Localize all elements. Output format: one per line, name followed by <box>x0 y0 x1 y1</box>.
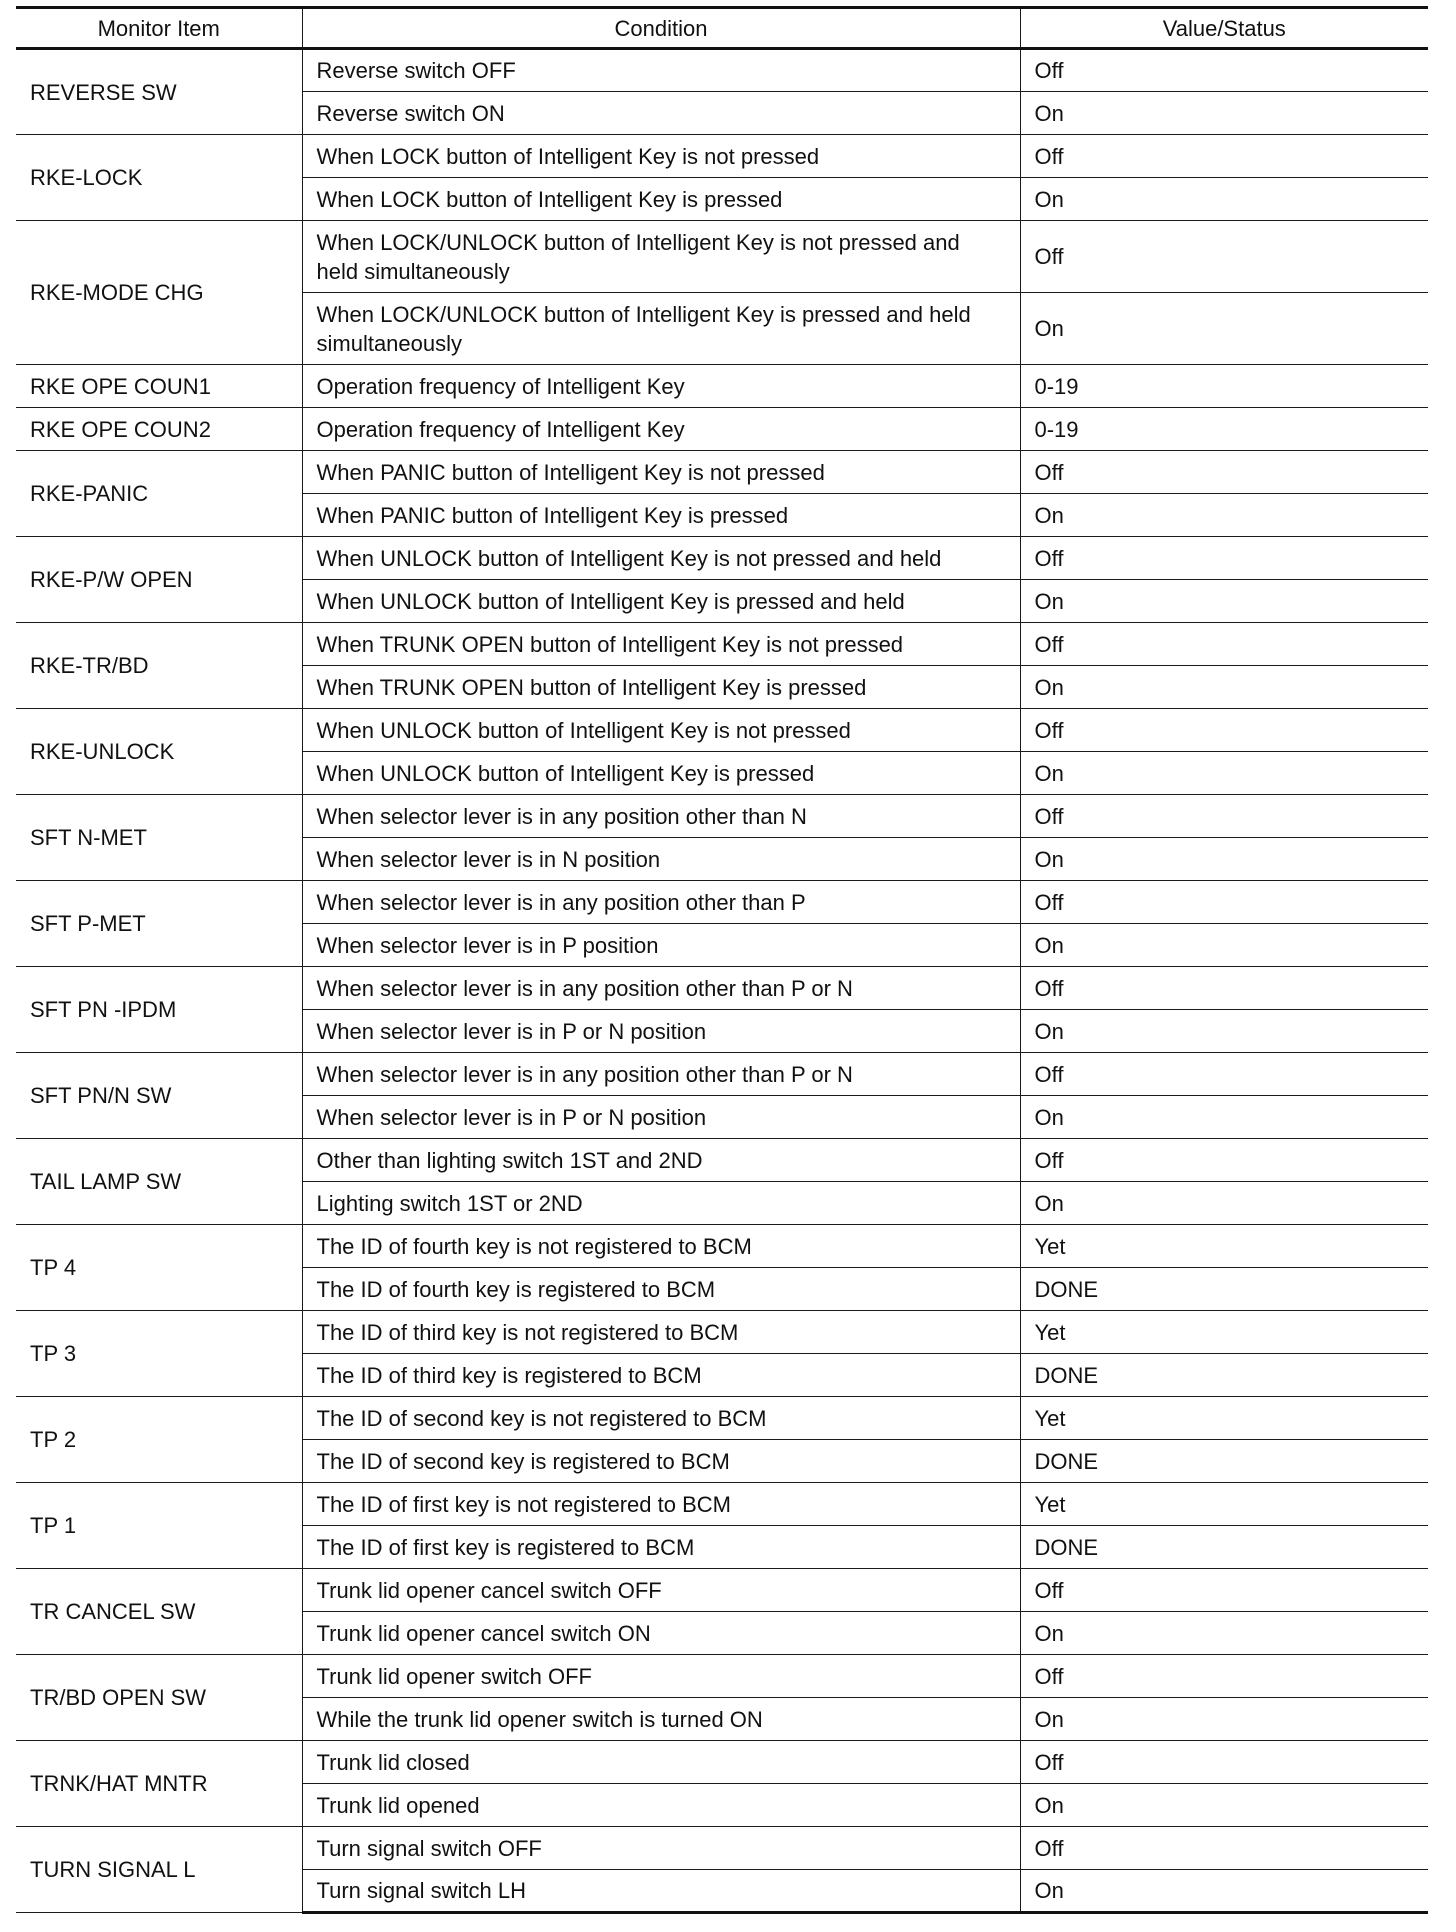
table-row <box>16 221 1428 293</box>
monitor-item-table <box>16 6 1428 1914</box>
header-condition: Condition <box>302 8 1020 49</box>
header-value-status: Value/Status <box>1020 8 1428 49</box>
value-cell: DONE <box>1020 1526 1428 1569</box>
condition-cell: Trunk lid opener switch OFF <box>302 1655 1020 1698</box>
monitor-item-cell: TRNK/HAT MNTR <box>16 1741 302 1827</box>
value-cell: On <box>1020 1698 1428 1741</box>
value-cell: Off <box>1020 1053 1428 1096</box>
condition-cell: Operation frequency of Intelligent Key <box>302 365 1020 408</box>
condition-cell: Operation frequency of Intelligent Key <box>302 408 1020 451</box>
condition-cell: When selector lever is in any position other than P or N <box>302 967 1020 1010</box>
table-row <box>16 537 1428 580</box>
condition-cell: Trunk lid opened <box>302 1784 1020 1827</box>
monitor-item-cell: RKE-LOCK <box>16 135 302 221</box>
value-cell: Yet <box>1020 1311 1428 1354</box>
condition-cell: Turn signal switch OFF <box>302 1827 1020 1870</box>
monitor-item-cell: REVERSE SW <box>16 49 302 135</box>
condition-cell: When selector lever is in N position <box>302 838 1020 881</box>
value-cell: Off <box>1020 623 1428 666</box>
value-cell: On <box>1020 752 1428 795</box>
value-cell: DONE <box>1020 1440 1428 1483</box>
value-cell: On <box>1020 494 1428 537</box>
value-cell: DONE <box>1020 1354 1428 1397</box>
value-cell: Off <box>1020 1569 1428 1612</box>
monitor-item-cell: TAIL LAMP SW <box>16 1139 302 1225</box>
table-row <box>16 795 1428 838</box>
condition-cell: When PANIC button of Intelligent Key is not pressed <box>302 451 1020 494</box>
value-cell: Off <box>1020 537 1428 580</box>
monitor-item-cell: TP 4 <box>16 1225 302 1311</box>
value-cell: Off <box>1020 451 1428 494</box>
value-cell: Off <box>1020 135 1428 178</box>
table-row <box>16 1741 1428 1784</box>
table-row <box>16 1655 1428 1698</box>
monitor-item-cell: TP 1 <box>16 1483 302 1569</box>
condition-cell: The ID of second key is not registered to BCM <box>302 1397 1020 1440</box>
condition-cell: When selector lever is in P or N position <box>302 1096 1020 1139</box>
value-cell: On <box>1020 666 1428 709</box>
condition-cell: When UNLOCK button of Intelligent Key is pressed and held <box>302 580 1020 623</box>
condition-cell: The ID of second key is registered to BCM <box>302 1440 1020 1483</box>
table-header-row <box>16 8 1428 49</box>
header-monitor-item: Monitor Item <box>16 8 302 49</box>
condition-cell: The ID of fourth key is registered to BCM <box>302 1268 1020 1311</box>
value-cell: On <box>1020 1010 1428 1053</box>
monitor-item-cell: TP 2 <box>16 1397 302 1483</box>
value-cell: On <box>1020 178 1428 221</box>
monitor-item-cell: TP 3 <box>16 1311 302 1397</box>
table-row <box>16 49 1428 92</box>
value-cell: Yet <box>1020 1483 1428 1526</box>
table-row <box>16 881 1428 924</box>
table-row <box>16 451 1428 494</box>
condition-cell: When LOCK/UNLOCK button of Intelligent Key is pressed and held simultaneously <box>302 293 1020 365</box>
condition-cell: Other than lighting switch 1ST and 2ND <box>302 1139 1020 1182</box>
monitor-item-cell: RKE-P/W OPEN <box>16 537 302 623</box>
monitor-item-cell: RKE-MODE CHG <box>16 221 302 365</box>
table-row <box>16 1827 1428 1870</box>
table-row <box>16 1139 1428 1182</box>
table-row <box>16 365 1428 408</box>
table-row <box>16 623 1428 666</box>
monitor-item-cell: SFT PN -IPDM <box>16 967 302 1053</box>
condition-cell: When UNLOCK button of Intelligent Key is not pressed <box>302 709 1020 752</box>
condition-cell: When PANIC button of Intelligent Key is pressed <box>302 494 1020 537</box>
value-cell: Off <box>1020 1655 1428 1698</box>
value-cell: On <box>1020 838 1428 881</box>
value-cell: On <box>1020 1612 1428 1655</box>
value-cell: 0-19 <box>1020 365 1428 408</box>
condition-cell: Trunk lid closed <box>302 1741 1020 1784</box>
table-row <box>16 967 1428 1010</box>
value-cell: On <box>1020 1182 1428 1225</box>
condition-cell: When selector lever is in P or N position <box>302 1010 1020 1053</box>
condition-cell: When selector lever is in any position other than P or N <box>302 1053 1020 1096</box>
table-row <box>16 1569 1428 1612</box>
value-cell: Yet <box>1020 1225 1428 1268</box>
monitor-item-cell: TR/BD OPEN SW <box>16 1655 302 1741</box>
condition-cell: Reverse switch ON <box>302 92 1020 135</box>
condition-cell: While the trunk lid opener switch is turned ON <box>302 1698 1020 1741</box>
table-row <box>16 1483 1428 1526</box>
monitor-item-cell: TR CANCEL SW <box>16 1569 302 1655</box>
condition-cell: The ID of first key is not registered to BCM <box>302 1483 1020 1526</box>
value-cell: DONE <box>1020 1268 1428 1311</box>
monitor-item-cell: TURN SIGNAL L <box>16 1827 302 1913</box>
table-row <box>16 1311 1428 1354</box>
value-cell: On <box>1020 580 1428 623</box>
condition-cell: The ID of fourth key is not registered to BCM <box>302 1225 1020 1268</box>
value-cell: Off <box>1020 881 1428 924</box>
table-row <box>16 135 1428 178</box>
condition-cell: The ID of third key is registered to BCM <box>302 1354 1020 1397</box>
monitor-item-cell: SFT PN/N SW <box>16 1053 302 1139</box>
value-cell: Off <box>1020 795 1428 838</box>
condition-cell: When TRUNK OPEN button of Intelligent Key is not pressed <box>302 623 1020 666</box>
condition-cell: When UNLOCK button of Intelligent Key is pressed <box>302 752 1020 795</box>
condition-cell: Reverse switch OFF <box>302 49 1020 92</box>
value-cell: On <box>1020 92 1428 135</box>
condition-cell: When selector lever is in any position other than N <box>302 795 1020 838</box>
table-row <box>16 1397 1428 1440</box>
table-row <box>16 1053 1428 1096</box>
value-cell: On <box>1020 293 1428 365</box>
condition-cell: When TRUNK OPEN button of Intelligent Key is pressed <box>302 666 1020 709</box>
monitor-item-cell: RKE-PANIC <box>16 451 302 537</box>
monitor-item-cell: RKE-TR/BD <box>16 623 302 709</box>
condition-cell: Trunk lid opener cancel switch ON <box>302 1612 1020 1655</box>
value-cell: On <box>1020 1096 1428 1139</box>
monitor-item-cell: SFT N-MET <box>16 795 302 881</box>
value-cell: Off <box>1020 709 1428 752</box>
table-row <box>16 408 1428 451</box>
condition-cell: The ID of third key is not registered to BCM <box>302 1311 1020 1354</box>
value-cell: On <box>1020 924 1428 967</box>
condition-cell: Trunk lid opener cancel switch OFF <box>302 1569 1020 1612</box>
value-cell: Off <box>1020 49 1428 92</box>
value-cell: Off <box>1020 221 1428 293</box>
value-cell: On <box>1020 1784 1428 1827</box>
condition-cell: The ID of first key is registered to BCM <box>302 1526 1020 1569</box>
value-cell: On <box>1020 1870 1428 1913</box>
condition-cell: When LOCK button of Intelligent Key is pressed <box>302 178 1020 221</box>
value-cell: Off <box>1020 1741 1428 1784</box>
value-cell: Off <box>1020 1139 1428 1182</box>
table-row <box>16 1225 1428 1268</box>
monitor-item-cell: RKE OPE COUN2 <box>16 408 302 451</box>
monitor-item-cell: SFT P-MET <box>16 881 302 967</box>
condition-cell: Lighting switch 1ST or 2ND <box>302 1182 1020 1225</box>
value-cell: Off <box>1020 967 1428 1010</box>
table-row <box>16 709 1428 752</box>
condition-cell: Turn signal switch LH <box>302 1870 1020 1913</box>
monitor-item-cell: RKE OPE COUN1 <box>16 365 302 408</box>
value-cell: 0-19 <box>1020 408 1428 451</box>
value-cell: Off <box>1020 1827 1428 1870</box>
condition-cell: When UNLOCK button of Intelligent Key is not pressed and held <box>302 537 1020 580</box>
condition-cell: When selector lever is in any position other than P <box>302 881 1020 924</box>
condition-cell: When selector lever is in P position <box>302 924 1020 967</box>
condition-cell: When LOCK/UNLOCK button of Intelligent Key is not pressed and held simultaneously <box>302 221 1020 293</box>
condition-cell: When LOCK button of Intelligent Key is not pressed <box>302 135 1020 178</box>
value-cell: Yet <box>1020 1397 1428 1440</box>
monitor-item-cell: RKE-UNLOCK <box>16 709 302 795</box>
